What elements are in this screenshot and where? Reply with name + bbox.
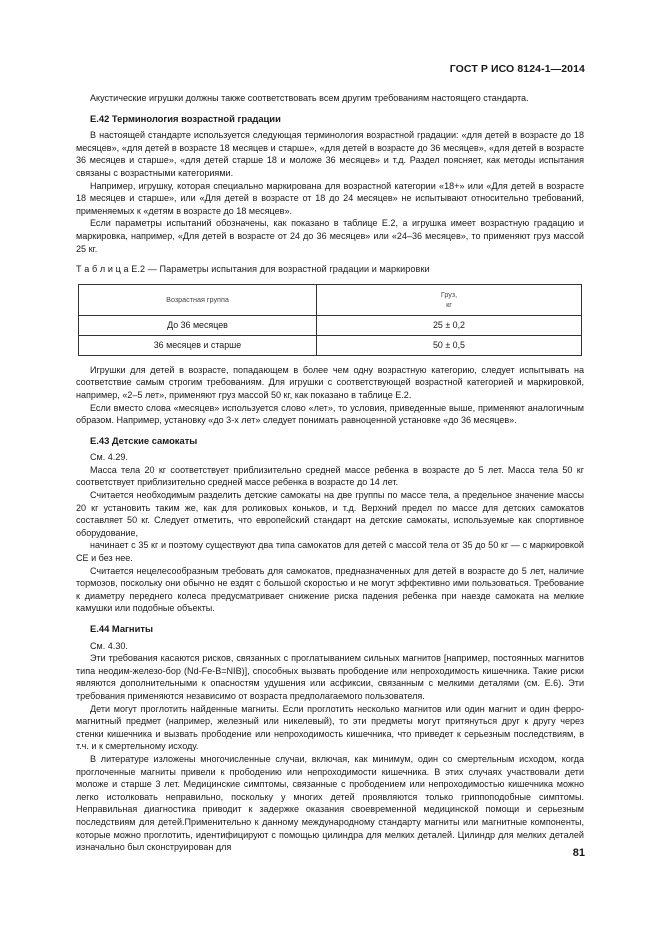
paragraph: Считается необходимым разделить детские самокаты на две группы по массе тела, а предельное значение массы 20 кг установить таким же, как для роликовых коньков, и т.д. Верхний предел по массе для детских самокатов составляет 50 кг. Следует отметить, что европейский стандарт на детские самокаты, используемые как спортивное оборудование, xyxy=(76,490,584,538)
table-row xyxy=(79,335,582,355)
paragraph: Игрушки для детей в возрасте, попадающем в более чем одну возрастную категорию, следует испытывать на соответствие самым строгим требованиям. Для игрушки с соответствующей возрастной категорией и маркировкой, например, «2–5 лет», применяют груз массой 50 кг, как показано в таблице Е.2. xyxy=(76,364,584,400)
table-cell-load: 50 ± 0,5 xyxy=(317,335,582,355)
paragraph: В настоящей стандарте используется следующая терминология возрастной градации: «для детей в возрасте до 18 месяцев», «для детей в возрасте 18 месяцев и старше», «для детей в возрасте до 36 месяцев», «для детей в возрасте 36 месяцев и старше», «для детей старше 18 и моложе 36 месяцев» и т.д. Раздел поясняет, как методы испытания связаны с возрастными категориями. xyxy=(76,130,584,178)
table-header-row xyxy=(79,284,582,315)
page-content xyxy=(76,92,584,854)
paragraph: начинает с 35 кг и поэтому существуют два типа самокатов для детей с массой тела от 35 до 50 кг — с маркировкой СЕ и без нее. xyxy=(76,540,584,564)
table-cell-group: До 36 месяцев xyxy=(79,315,317,335)
page-number: 81 xyxy=(572,847,585,859)
table-cell-load: 25 ± 0,2 xyxy=(317,315,582,335)
section-heading-e42: E.42 Терминология возрастной градации xyxy=(90,112,281,124)
paragraph: Если вместо слова «месяцев» используется слово «лет», то условия, приведенные выше, применяют аналогичным образом. Например, установку «до 3-х лет» следует понимать равноценной установке «до 36 месяцев». xyxy=(76,402,584,426)
section-heading-e44: E.44 Магниты xyxy=(90,623,153,634)
section-heading-e43: E.43 Детские самокаты xyxy=(90,434,198,446)
paragraph: Дети могут проглотить найденные магниты. Если проглотить несколько магнитов или один магнит и один ферро-магнитный предмет (например, железный или никелевый), то эти предметы могут притянуться друг к другу через стенки кишечника и вызвать прободение или непроходимость кишечника, что приведет к серьезным последствиям, в т.ч. и к смертельному исходу. xyxy=(76,703,584,752)
paragraph: Например, игрушку, которая специально маркирована для возрастной категории «18+» или «Для детей в возрасте 18 месяцев и старше», или «Для детей в возрасте от 18 до 24 месяцев» не испытывают относительно требований, применяемых к «детям в возрасте до 18 месяцев». xyxy=(76,180,584,216)
paragraph: Акустические игрушки должны также соответствовать всем другим требованиям настоящего стандарта. xyxy=(90,93,529,103)
column-header-load-line1: Груз, xyxy=(440,289,458,299)
paragraph: Масса тела 20 кг соответствует приблизительно средней массе ребенка в возрасте до 5 лет. Масса тела 50 кг соответствует приблизительно средней массе ребенка в возрасте до 14 лет. xyxy=(76,464,584,488)
column-header-load xyxy=(317,284,582,315)
column-header-load-unit: кг xyxy=(446,299,452,309)
paragraph: Эти требования касаются рисков, связанных с проглатыванием сильных магнитов [например, постоянных магнитов типа неодим-железо-бор (Nd-Fe-B=NIB)], способных вызвать прободение или непроходимость кишечника. Такие риски являются дополнительными к опасностям удушения или асфиксии, связанным с мелкими деталями (см. Е.6). Эти требования применяются независимо от возраста предполагаемого пользователя. xyxy=(76,653,584,701)
paragraph: См. 4.30. xyxy=(90,640,128,651)
table-cell-group: 36 месяцев и старше xyxy=(79,335,317,355)
standard-header: ГОСТ Р ИСО 8124-1—2014 xyxy=(449,63,585,75)
paragraph: В литературе изложены многочисленные случаи, включая, как минимум, один со смертельным исходом, когда проглоченные магниты привели к прободению или непроходимости кишечника. В этих случаях участвовали дети моложе и старше 3 лет. Медицинские симптомы, связанные с прободением или непроходимостью кишечника можно легко истолковать неправильно, поскольку у многих детей проявляются только гриппоподобные симптомы. Неправильная диагностика приводит к задержке оказания своевременной медицинской помощи и серьезным последствиям для детей.Применительно к данному международному стандарту магниты или магнитные компоненты, которые можно проглотить, идентифицируют с помощью цилиндра для мелких деталей. Цилиндр для мелких деталей изначально был сконструирован для xyxy=(76,753,584,853)
paragraph: См. 4.29. xyxy=(90,452,128,463)
table-row xyxy=(79,315,582,335)
column-header-age-group: Возрастная группа xyxy=(79,284,317,315)
table-caption: Т а б л и ц а Е.2 — Параметры испытания для возрастной градации и маркировки xyxy=(76,264,430,275)
parameters-table xyxy=(78,284,582,356)
paragraph: Если параметры испытаний обозначены, как показано в таблице Е.2, а игрушка имеет возрастную градацию и маркировка, например, «Для детей в возрасте от 24 до 36 месяцев» или «24–36 месяцев», то применяют груз массой 25 кг. xyxy=(76,218,584,254)
paragraph: Считается нецелесообразным требовать для самокатов, предназначенных для детей в возрасте до 5 лет, наличие тормозов, поскольку они обычно не ездят с большой скоростью и не могут эффективно ими пользоваться. Требование к диаметру переднего колеса предусматривает снижение риска падения ребенка при наезде самоката на мелкие камушки или подобные объекты. xyxy=(76,565,584,614)
